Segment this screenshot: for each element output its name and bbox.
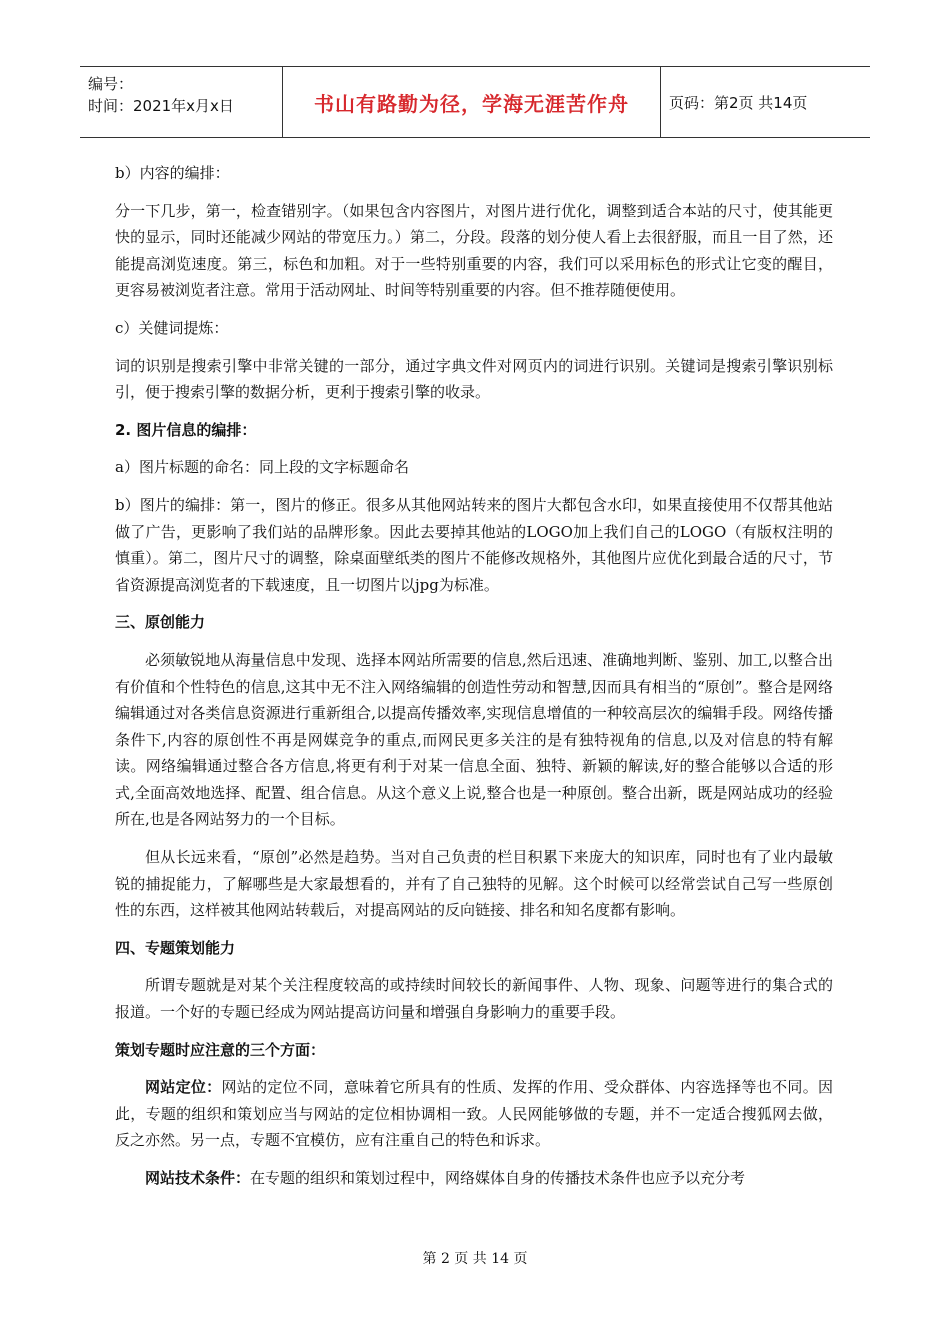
term-paragraph — [115, 1074, 833, 1154]
section-heading-special-topic: 四、专题策划能力 — [115, 938, 236, 957]
term-label: 网站定位： — [145, 1078, 222, 1097]
term-paragraph — [115, 1165, 833, 1192]
subheading-three-aspects: 策划专题时应注意的三个方面： — [115, 1040, 326, 1059]
document-body — [115, 160, 833, 1203]
subheading-content-layout: b）内容的编排： — [115, 164, 230, 182]
section-heading-originality: 三、原创能力 — [115, 613, 206, 632]
page-footer: 第 2 页 共 14 页 — [422, 1251, 528, 1267]
paragraph: 词的识别是搜索引擎中非常关键的一部分，通过字典文件对网页内的词进行识别。关键词是搜索引擎识别标引，便于搜索引擎的数据分析，更利于搜索引擎的收录。 — [115, 356, 833, 402]
subheading-keyword: c）关健词提炼： — [115, 318, 229, 337]
page-header — [80, 66, 870, 138]
paragraph: 必须敏锐地从海量信息中发现、选择本网站所需要的信息,然后迅速、准确地判断、鉴别、加工,以整合出有价值和个性特色的信息,这其中无不注入网络编辑的创造性劳动和智慧,因而具有相当的“原创”。整合是网络编辑通过对各类信息资源进行重新组合,以提高传播效率,实现信息增值的一种较高层次的编辑手段。网络传播条件下,内容的原创性不再是网媒竞争的重点,而网民更多关注的是有独特视角的信息,以及对信息的特有解读。网络编辑通过整合各方信息,将更有利于对某一信息全面、独特、新颖的解读,好的整合能够以合适的形式,全面高效地选择、配置、组合信息。从这个意义上说,整合也是一种原创。整合出新，既是网站成功的经验所在,也是各网站努力的一个目标。 — [115, 650, 833, 829]
doc-number-label: 编号： — [88, 75, 134, 93]
header-motto: 书山有路勤为径，学海无涯苦作舟 — [283, 67, 661, 137]
header-page-number: 页码：第2页 共14页 — [669, 93, 808, 112]
paragraph: b）图片的编排：第一，图片的修正。很多从其他网站转来的图片大都包含水印，如果直接使用不仅帮其他站做了广告，更影响了我们站的品牌形象。因此去要掉其他站的LOGO加上我们自己的LOGO（有版权注明的慎重）。第二，图片尺寸的调整，除桌面壁纸类的图片不能修改规格外，其他图片应优化到最合适的尺寸，节省资源提高浏览者的下载速度，且一切图片以jpg为标准。 — [115, 495, 833, 594]
term-text: 在专题的组织和策划过程中，网络媒体自身的传播技术条件也应予以充分考 — [250, 1169, 746, 1187]
paragraph: 但从长远来看，“原创”必然是趋势。当对自己负责的栏目积累下来庞大的知识库，同时也有了业内最敏锐的捕捉能力，了解哪些是大家最想看的，并有了自己独特的见解。这个时候可以经常尝试自己写一些原创性的东西，这样被其他网站转载后，对提高网站的反向链接、排名和知名度都有影响。 — [115, 848, 833, 920]
paragraph: 所谓专题就是对某个关注程度较高的或持续时间较长的新闻事件、人物、现象、问题等进行的集合式的报道。一个好的专题已经成为网站提高访问量和增强自身影响力的重要手段。 — [115, 976, 833, 1022]
term-label: 网站技术条件： — [145, 1169, 251, 1187]
paragraph: a）图片标题的命名：同上段的文字标题命名 — [115, 458, 409, 477]
header-meta — [80, 67, 283, 137]
section-heading-image-layout: 2. 图片信息的编排： — [115, 420, 257, 439]
paragraph: 分一下几步，第一，检查错别字。（如果包含内容图片，对图片进行优化，调整到适合本站的尺寸，使其能更快的显示，同时还能减少网站的带宽压力。）第二，分段。段落的划分使人看上去很舒服，而且一目了然，还能提高浏览速度。第三，标色和加粗。对于一些特别重要的内容，我们可以采用标色的形式让它变的醒目，更容易被浏览者注意。常用于活动网址、时间等特别重要的内容。但不推荐随便使用。 — [115, 201, 833, 300]
doc-date-label: 时间：2021年x月x日 — [88, 97, 234, 115]
term-text: 网站的定位不同，意味着它所具有的性质、发挥的作用、受众群体、内容选择等也不同。因此，专题的组织和策划应当与网站的定位相协调相一致。人民网能够做的专题，并不一定适合搜狐网去做，反之亦然。另一点，专题不宜模仿，应有注重自己的特色和诉求。 — [115, 1078, 833, 1150]
